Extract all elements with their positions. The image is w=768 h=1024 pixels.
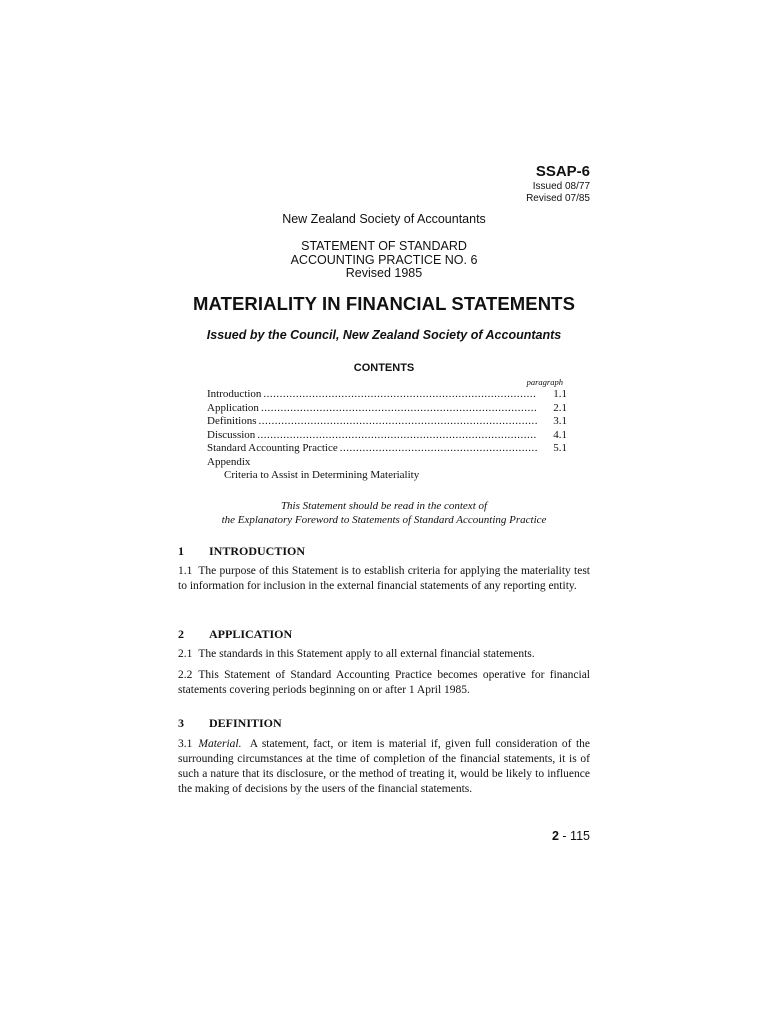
section-introduction bbox=[178, 544, 590, 594]
contents-heading: CONTENTS bbox=[353, 362, 415, 374]
toc-leader bbox=[259, 415, 538, 429]
statement-line-2: ACCOUNTING PRACTICE NO. 6 bbox=[290, 252, 478, 267]
statement-heading bbox=[0, 240, 768, 281]
paragraph bbox=[178, 564, 590, 594]
revised-date: Revised 07/85 bbox=[526, 193, 590, 204]
toc-label: Application bbox=[207, 401, 259, 414]
toc-row-appendix[interactable] bbox=[207, 456, 567, 470]
section-heading bbox=[178, 627, 590, 642]
paragraph bbox=[178, 647, 590, 662]
toc-label: Standard Accounting Practice bbox=[207, 442, 338, 454]
paragraph-text: The purpose of this Statement is to establish criteria for applying the materiality test to information for inclusion in the external financial statements of any reporting entity. bbox=[178, 565, 590, 592]
context-note bbox=[0, 499, 768, 527]
toc-leader bbox=[263, 388, 537, 402]
paragraph bbox=[178, 737, 590, 797]
section-number: 2 bbox=[178, 627, 184, 641]
toc-leader bbox=[261, 402, 537, 416]
toc-label: Introduction bbox=[207, 388, 262, 400]
section-heading bbox=[178, 544, 590, 559]
toc-paragraph: 3.1 bbox=[553, 415, 567, 427]
toc-row-appendix-item[interactable] bbox=[207, 469, 567, 483]
section-title: APPLICATION bbox=[209, 627, 293, 641]
toc-row-standard-practice[interactable] bbox=[207, 442, 567, 456]
contents-column-label: paragraph bbox=[526, 377, 563, 387]
paragraph-number: 1.1 bbox=[178, 565, 193, 577]
paragraph bbox=[178, 668, 590, 698]
defined-term: Material. bbox=[198, 738, 242, 750]
page-number: - 115 bbox=[562, 829, 590, 843]
toc-label: Appendix bbox=[207, 455, 251, 468]
document-dates bbox=[526, 181, 590, 205]
section-application bbox=[178, 627, 590, 698]
toc-paragraph: 5.1 bbox=[553, 442, 567, 454]
table-of-contents bbox=[207, 388, 567, 483]
chapter-number: 2 bbox=[551, 829, 559, 843]
toc-leader bbox=[340, 442, 537, 456]
toc-paragraph: 2.1 bbox=[553, 401, 567, 414]
issued-by: Issued by the Council, New Zealand Society of Accountants bbox=[206, 328, 562, 342]
toc-row-introduction[interactable] bbox=[207, 388, 567, 402]
section-number: 3 bbox=[178, 716, 184, 730]
section-title: INTRODUCTION bbox=[209, 544, 306, 558]
context-note-line-1: This Statement should be read in the context of bbox=[280, 500, 488, 512]
paragraph-text: A statement, fact, or item is material if, given full consideration of the surrounding circumstances at the time of completion of the financial statements, it is of such a nature that its disclosure, or the method of treating it, would be likely to influence the making of decisions by the users of the financial statements. bbox=[178, 738, 590, 795]
paragraph-text: This Statement of Standard Accounting Practice becomes operative for financial statements covering periods beginning on or after 1 April 1985. bbox=[178, 669, 590, 696]
toc-leader bbox=[257, 429, 537, 443]
toc-row-discussion[interactable] bbox=[207, 429, 567, 443]
page-footer bbox=[552, 829, 590, 843]
section-number: 1 bbox=[178, 544, 184, 558]
toc-row-application[interactable] bbox=[207, 402, 567, 416]
society-name: New Zealand Society of Accountants bbox=[282, 212, 486, 226]
paragraph-text: The standards in this Statement apply to all external financial statements. bbox=[198, 648, 535, 660]
section-heading bbox=[178, 716, 590, 731]
statement-line-3: Revised 1985 bbox=[345, 266, 423, 280]
statement-line-1: STATEMENT OF STANDARD bbox=[301, 239, 467, 253]
issued-date: Issued 08/77 bbox=[532, 181, 590, 192]
toc-label: Criteria to Assist in Determining Materiality bbox=[224, 469, 420, 481]
toc-paragraph: 4.1 bbox=[553, 428, 567, 441]
toc-label: Definitions bbox=[207, 415, 257, 427]
paragraph-number: 2.1 bbox=[178, 648, 193, 660]
document-code: SSAP-6 bbox=[535, 163, 590, 180]
toc-paragraph: 1.1 bbox=[553, 388, 567, 400]
toc-label: Discussion bbox=[207, 428, 256, 441]
paragraph-number: 3.1 bbox=[178, 738, 193, 750]
toc-row-definitions[interactable] bbox=[207, 415, 567, 429]
section-definition bbox=[178, 716, 590, 797]
section-title: DEFINITION bbox=[209, 716, 282, 730]
page-title: MATERIALITY IN FINANCIAL STATEMENTS bbox=[192, 293, 576, 314]
context-note-line-2: the Explanatory Foreword to Statements of Standard Accounting Practice bbox=[221, 514, 547, 526]
paragraph-number: 2.2 bbox=[178, 669, 193, 681]
